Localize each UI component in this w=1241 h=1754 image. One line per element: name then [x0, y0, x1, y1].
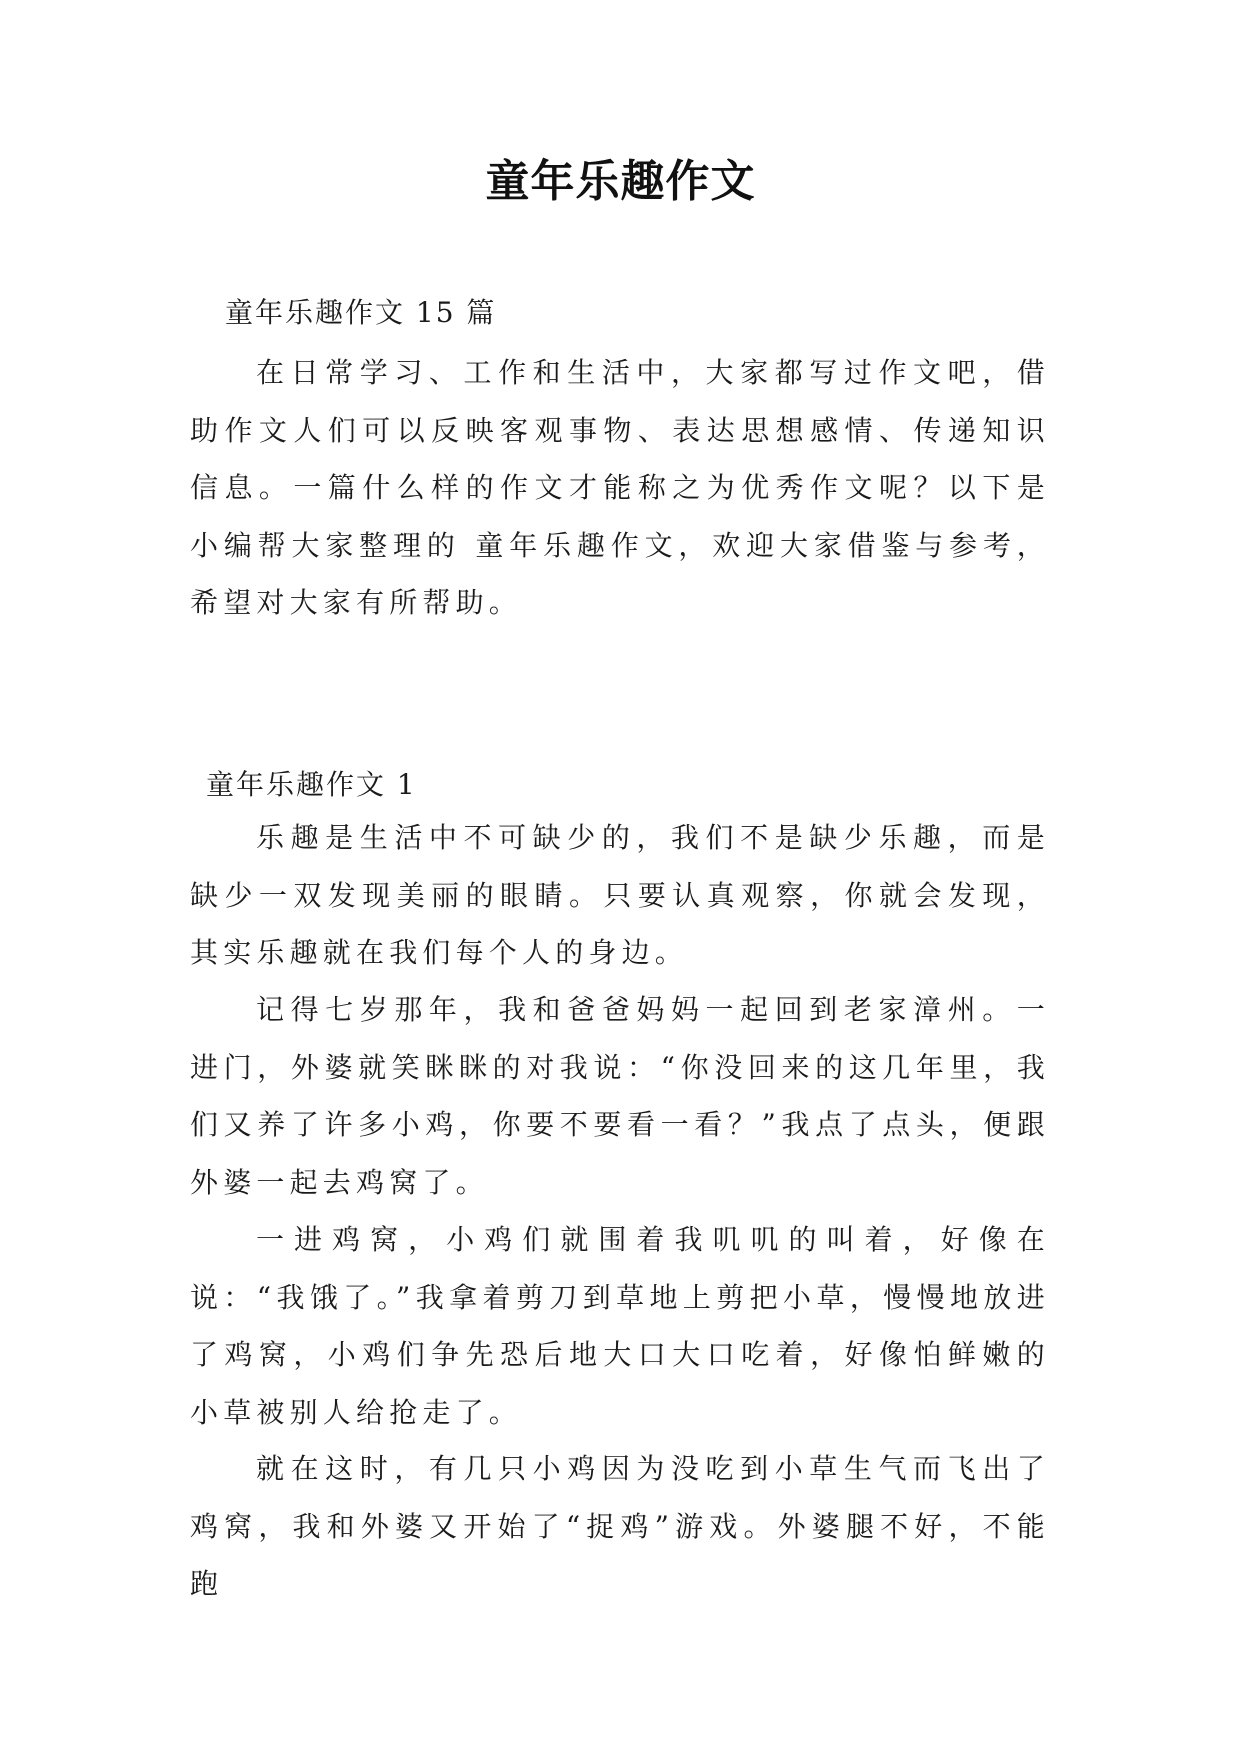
- intro-paragraph: 在日常学习、工作和生活中，大家都写过作文吧，借助作文人们可以反映客观事物、表达思想感情、传递知识信息。一篇什么样的作文才能称之为优秀作文呢？以下是小编帮大家整理的 童年乐趣作文，欢迎大家借鉴与参考，希望对大家有所帮助。: [190, 356, 1050, 619]
- document-title: 童年乐趣作文: [485, 156, 756, 207]
- body-paragraph: 一进鸡窝，小鸡们就围着我叽叽的叫着，好像在说：“我饿了。”我拿着剪刀到草地上剪把小草，慢慢地放进了鸡窝，小鸡们争先恐后地大口大口吃着，好像怕鲜嫩的小草被别人给抢走了。: [190, 1223, 1050, 1429]
- body-paragraph: 就在这时，有几只小鸡因为没吃到小草生气而飞出了鸡窝，我和外婆又开始了“捉鸡”游戏。外婆腿不好，不能跑: [190, 1452, 1050, 1600]
- body-paragraph: 乐趣是生活中不可缺少的，我们不是缺少乐趣，而是缺少一双发现美丽的眼睛。只要认真观察，你就会发现，其实乐趣就在我们每个人的身边。: [190, 821, 1050, 969]
- document-subtitle: 童年乐趣作文 15 篇: [225, 296, 497, 329]
- section-heading: 童年乐趣作文 1: [206, 768, 417, 801]
- body-paragraph: 记得七岁那年，我和爸爸妈妈一起回到老家漳州。一进门，外婆就笑眯眯的对我说：“你没回来的这几年里，我们又养了许多小鸡，你要不要看一看？”我点了点头，便跟外婆一起去鸡窝了。: [190, 993, 1050, 1199]
